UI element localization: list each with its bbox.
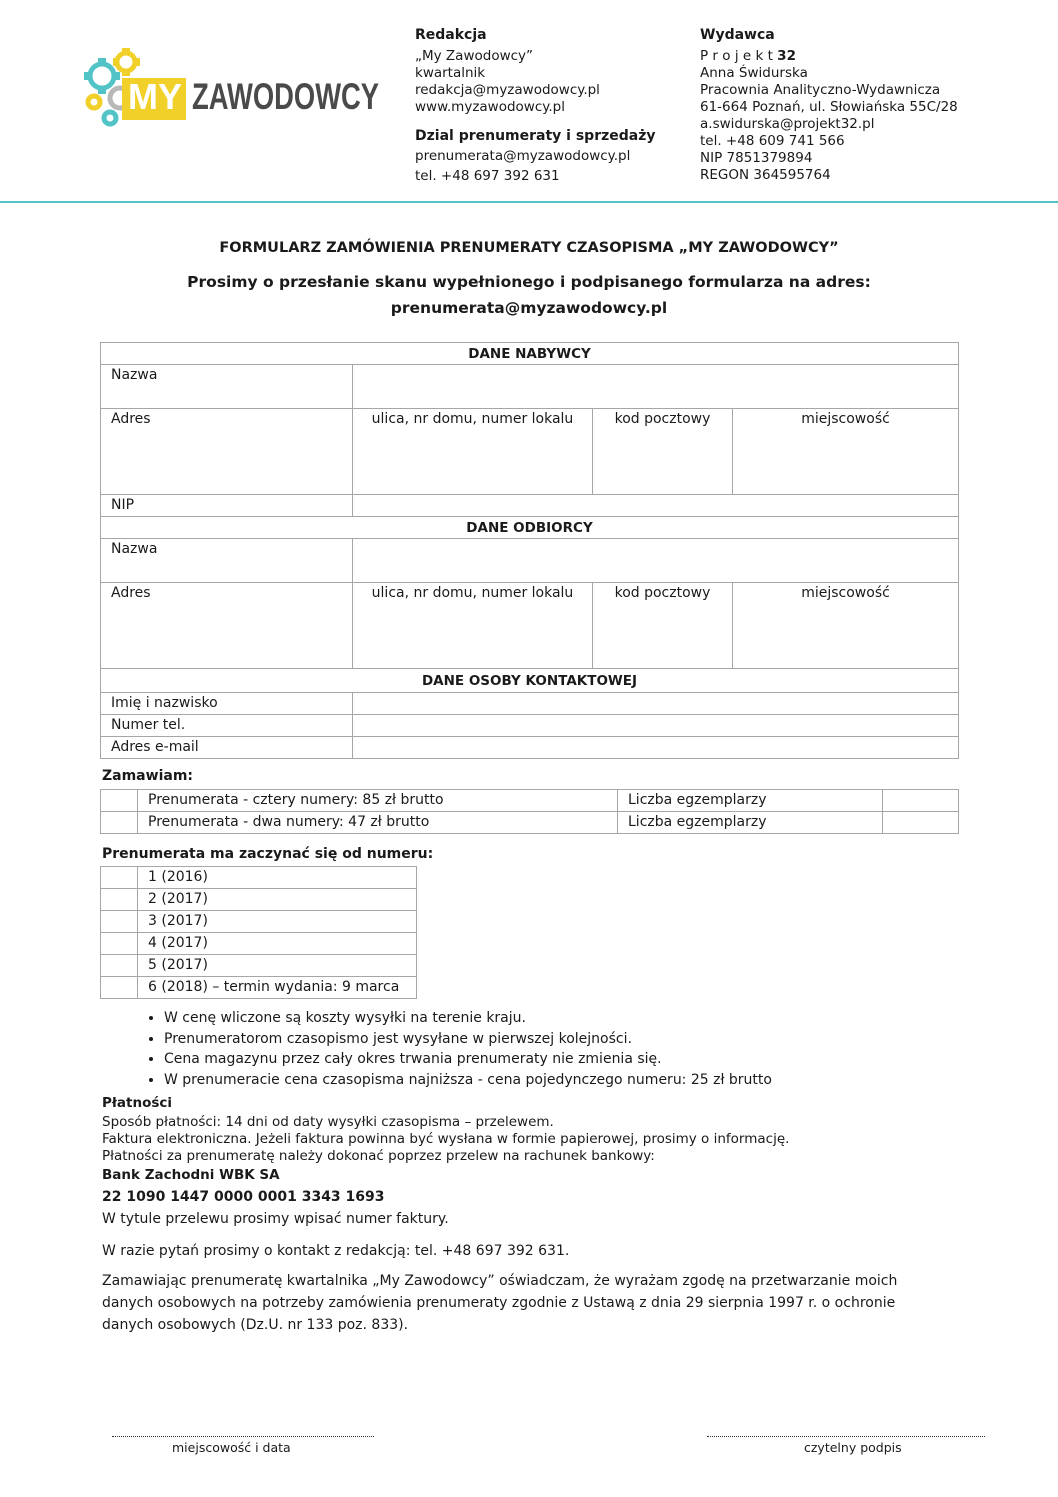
recipient-city-field[interactable] bbox=[733, 583, 959, 669]
logo bbox=[80, 40, 380, 130]
order-table bbox=[100, 789, 959, 834]
order-qty-label: Liczba egzemplarzy bbox=[618, 812, 883, 834]
contact-phone-label: Numer tel. bbox=[101, 715, 353, 737]
sales-email: prenumerata@myzawodowcy.pl bbox=[415, 148, 631, 164]
buyer-nip-label: NIP bbox=[101, 495, 353, 517]
logo-zawodowcy-text: ZAWODOWCY bbox=[192, 76, 380, 117]
recipient-postcode-field[interactable] bbox=[593, 583, 733, 669]
recipient-address-label: Adres bbox=[101, 583, 353, 669]
header-divider bbox=[0, 201, 1058, 203]
payment-line: Płatności za prenumeratę należy dokonać poprzez przelew na rachunek bankowy: bbox=[102, 1148, 655, 1164]
form-subtitle: Prosimy o przesłanie skanu wypełnionego i podpisanego formularza na adres: bbox=[187, 273, 871, 291]
contact-person-label: Imię i nazwisko bbox=[101, 693, 353, 715]
buyer-nip-field[interactable] bbox=[353, 495, 959, 517]
bank-account: 22 1090 1447 0000 0001 3343 1693 bbox=[102, 1189, 385, 1205]
redakcja-heading: Redakcja bbox=[415, 27, 487, 43]
issue-checkbox[interactable] bbox=[101, 911, 138, 933]
consent-line: Zamawiając prenumeratę kwartalnika „My Zawodowcy” oświadczam, że wyrażam zgodę na przetwarzanie moich bbox=[102, 1273, 898, 1289]
wydawca-line: Anna Świdurska bbox=[700, 65, 808, 81]
place-date-label: miejscowość i data bbox=[172, 1440, 291, 1455]
sales-phone: tel. +48 697 392 631 bbox=[415, 168, 560, 184]
wydawca-line: REGON 364595764 bbox=[700, 167, 831, 183]
start-heading: Prenumerata ma zaczynać się od numeru: bbox=[102, 846, 434, 862]
wydawca-line: Pracownia Analityczno-Wydawnicza bbox=[700, 82, 941, 98]
signature-label: czytelny podpis bbox=[804, 1440, 902, 1455]
issue-label: 5 (2017) bbox=[138, 955, 417, 977]
recipient-name-label: Nazwa bbox=[101, 539, 353, 583]
street-label: ulica, nr domu, numer lokalu bbox=[371, 411, 574, 427]
redakcja-line: „My Zawodowcy” bbox=[415, 48, 534, 64]
transfer-note: W tytule przelewu prosimy wpisać numer faktury. bbox=[102, 1211, 449, 1227]
wydawca-heading: Wydawca bbox=[700, 27, 775, 43]
issue-label: 6 (2018) – termin wydania: 9 marca bbox=[138, 977, 417, 999]
form-email: prenumerata@myzawodowcy.pl bbox=[390, 299, 668, 317]
payment-heading: Płatności bbox=[102, 1095, 173, 1111]
redakcja-www: www.myzawodowcy.pl bbox=[415, 99, 565, 115]
street-label: ulica, nr domu, numer lokalu bbox=[371, 585, 574, 601]
contact-email-label: Adres e-mail bbox=[101, 737, 353, 759]
wydawca-line: a.swidurska@projekt32.pl bbox=[700, 116, 875, 132]
buyer-name-field[interactable] bbox=[353, 365, 959, 409]
postcode-label: kod pocztowy bbox=[614, 585, 711, 601]
wydawca-brand bbox=[700, 48, 958, 65]
city-label: miejscowość bbox=[801, 585, 890, 601]
order-qty-field[interactable] bbox=[883, 790, 959, 812]
bullet-item: • W prenumeracie cena czasopisma najniższa - cena pojedynczego numeru: 25 zł brutto bbox=[164, 1070, 772, 1091]
buyer-name-label: Nazwa bbox=[101, 365, 353, 409]
consent-line: danych osobowych na potrzeby zamówienia prenumeraty zgodnie z Ustawą z dnia 29 sierpnia 1997 r. o ochronie bbox=[102, 1295, 896, 1311]
wydawca-block bbox=[700, 27, 958, 184]
sales-heading: Dzial prenumeraty i sprzedaży bbox=[415, 128, 656, 144]
buyer-recipient-table bbox=[100, 342, 959, 759]
recipient-header: DANE ODBIORCY bbox=[101, 517, 959, 539]
wydawca-line: NIP 7851379894 bbox=[700, 150, 813, 166]
redakcja-block bbox=[415, 27, 656, 185]
issue-label: 2 (2017) bbox=[138, 889, 417, 911]
bullet-item: • W cenę wliczone są koszty wysyłki na terenie kraju. bbox=[164, 1008, 772, 1029]
contact-header: DANE OSOBY KONTAKTOWEJ bbox=[101, 669, 959, 693]
order-checkbox[interactable] bbox=[101, 812, 138, 834]
contact-email-field[interactable] bbox=[353, 737, 959, 759]
redakcja-line: kwartalnik bbox=[415, 65, 486, 81]
order-qty-field[interactable] bbox=[883, 812, 959, 834]
redakcja-email: redakcja@myzawodowcy.pl bbox=[415, 82, 600, 98]
issue-label: 1 (2016) bbox=[138, 867, 417, 889]
order-checkbox[interactable] bbox=[101, 790, 138, 812]
order-option-label: Prenumerata - dwa numery: 47 zł brutto bbox=[138, 812, 618, 834]
contact-person-field[interactable] bbox=[353, 693, 959, 715]
bullet-item: • Prenumeratorom czasopismo jest wysyłane w pierwszej kolejności. bbox=[164, 1029, 772, 1050]
bullet-item: • Cena magazynu przez cały okres trwania prenumeraty nie zmienia się. bbox=[164, 1049, 772, 1070]
place-date-line[interactable] bbox=[112, 1436, 374, 1437]
issue-checkbox[interactable] bbox=[101, 889, 138, 911]
brand-number: 32 bbox=[777, 48, 796, 64]
issue-checkbox[interactable] bbox=[101, 955, 138, 977]
recipient-name-field[interactable] bbox=[353, 539, 959, 583]
info-bullets bbox=[130, 1008, 772, 1090]
contact-phone-field[interactable] bbox=[353, 715, 959, 737]
issue-checkbox[interactable] bbox=[101, 867, 138, 889]
buyer-city-field[interactable] bbox=[733, 409, 959, 495]
signature-line[interactable] bbox=[707, 1436, 985, 1437]
order-qty-label: Liczba egzemplarzy bbox=[618, 790, 883, 812]
start-issue-table bbox=[100, 866, 417, 999]
wydawca-line: 61-664 Poznań, ul. Słowiańska 55C/28 bbox=[700, 99, 958, 115]
recipient-street-field[interactable] bbox=[353, 583, 593, 669]
postcode-label: kod pocztowy bbox=[614, 411, 711, 427]
order-heading: Zamawiam: bbox=[102, 768, 193, 784]
buyer-street-field[interactable] bbox=[353, 409, 593, 495]
consent-line: danych osobowych (Dz.U. nr 133 poz. 833). bbox=[102, 1317, 409, 1333]
buyer-postcode-field[interactable] bbox=[593, 409, 733, 495]
order-option-label: Prenumerata - cztery numery: 85 zł brutto bbox=[138, 790, 618, 812]
logo-my-text: MY bbox=[128, 76, 182, 117]
issue-label: 3 (2017) bbox=[138, 911, 417, 933]
wydawca-line: tel. +48 609 741 566 bbox=[700, 133, 845, 149]
payment-line: Faktura elektroniczna. Jeżeli faktura powinna być wysłana w formie papierowej, prosimy o informację. bbox=[102, 1131, 790, 1147]
contact-note: W razie pytań prosimy o kontakt z redakcją: tel. +48 697 392 631. bbox=[102, 1243, 570, 1259]
issue-checkbox[interactable] bbox=[101, 977, 138, 999]
payment-line: Sposób płatności: 14 dni od daty wysyłki czasopisma – przelewem. bbox=[102, 1114, 554, 1130]
issue-label: 4 (2017) bbox=[138, 933, 417, 955]
issue-checkbox[interactable] bbox=[101, 933, 138, 955]
city-label: miejscowość bbox=[801, 411, 890, 427]
buyer-address-label: Adres bbox=[101, 409, 353, 495]
brand-prefix: P r o j e k t bbox=[700, 48, 778, 64]
bank-name: Bank Zachodni WBK SA bbox=[102, 1167, 280, 1183]
buyer-header: DANE NABYWCY bbox=[101, 343, 959, 365]
form-title: FORMULARZ ZAMÓWIENIA PRENUMERATY CZASOPISMA „MY ZAWODOWCY” bbox=[219, 240, 839, 256]
